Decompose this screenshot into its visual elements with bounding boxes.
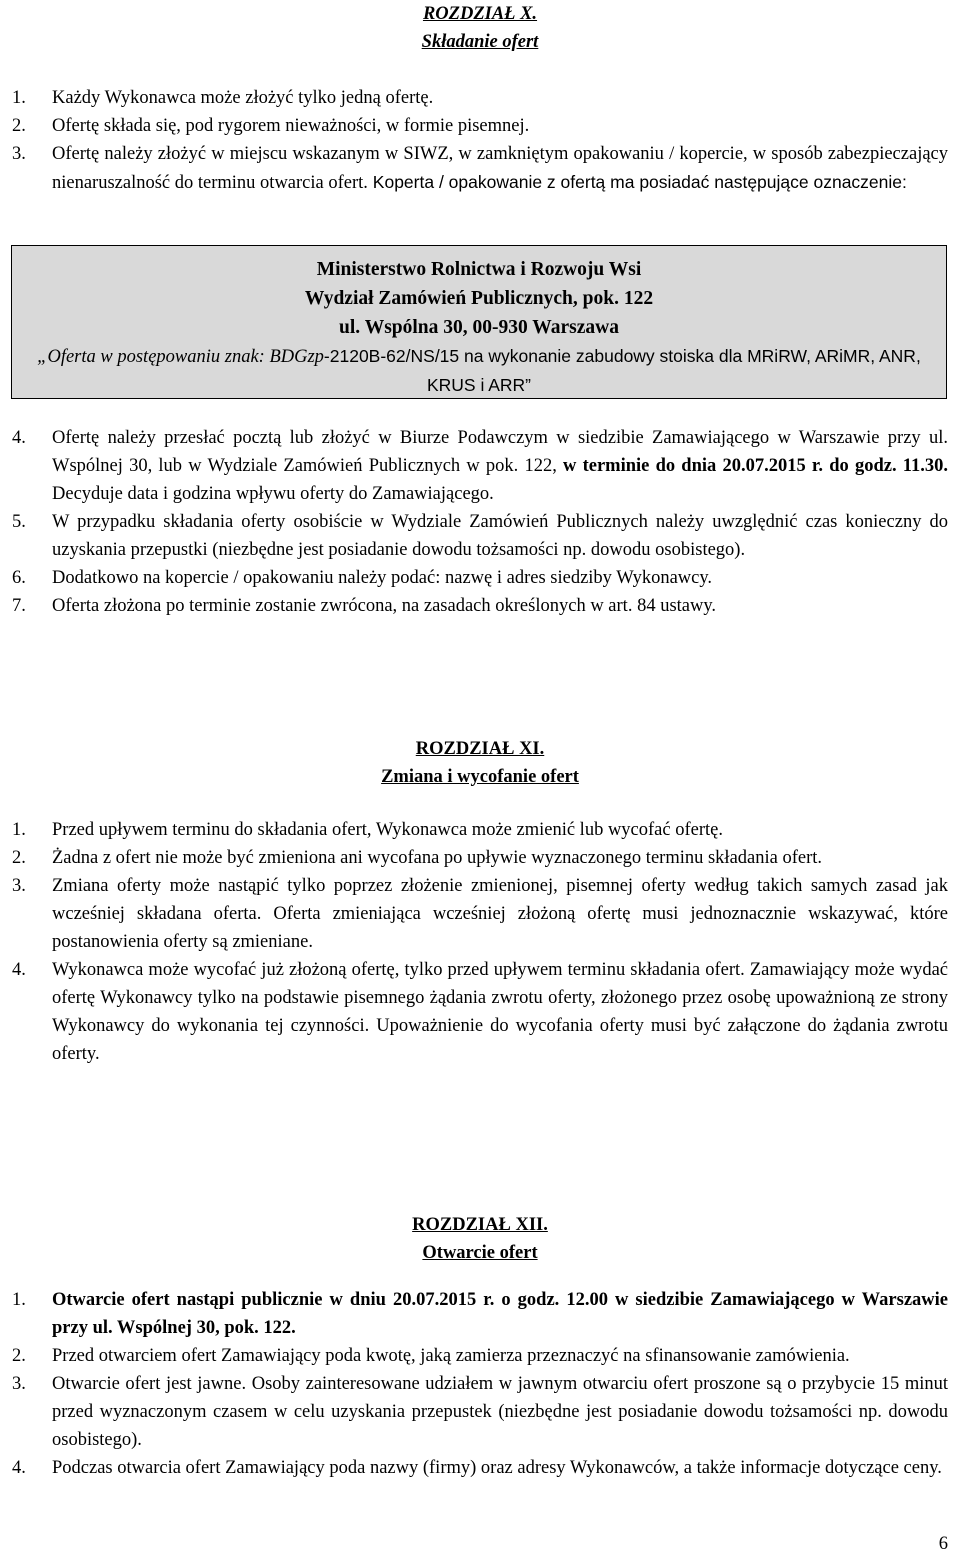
- section-11: [0, 735, 960, 791]
- section-12-list: [0, 1286, 960, 1482]
- box-line-1: Ministerstwo Rolnictwa i Rozwoju Wsi: [316, 259, 642, 280]
- list-item: 1. Każdy Wykonawca może złożyć tylko jedną ofertę.: [12, 88, 434, 108]
- list-item: 6. Dodatkowo na kopercie / opakowaniu należy podać: nazwę i adres siedziby Wykonawcy.: [12, 568, 713, 588]
- section-11-title: ROZDZIAŁ XI.: [415, 739, 545, 759]
- list-item: 4. Podczas otwarcia ofert Zamawiający poda nazwy (firmy) oraz adresy Wykonawców, a także informacje dotyczące ceny.: [12, 1458, 942, 1478]
- page-number: 6: [938, 1534, 948, 1554]
- list-item: 2. Przed otwarciem ofert Zamawiający poda kwotę, jaką zamierza przeznaczyć na sfinansowanie zamówienia.: [12, 1346, 850, 1366]
- section-10-list-continued: [0, 424, 960, 620]
- envelope-label-box: [11, 245, 947, 399]
- section-11-subtitle: Zmiana i wycofanie ofert: [381, 767, 579, 787]
- list-item: 5. W przypadku składania oferty osobiście w Wydziale Zamówień Publicznych należy uwzględnić czas konieczny do uzyskania przepustki (niezbędne jest posiadanie dowodu tożsamości np. dowodu osobistego).: [12, 512, 948, 560]
- section-10-subtitle: Składanie ofert: [421, 32, 539, 52]
- list-item: 3. Ofertę należy złożyć w miejscu wskazanym w SIWZ, w zamkniętym opakowaniu / kopercie, w sposób zabezpieczający nienaruszalność do terminu otwarcia ofert. Koperta / opakowanie z ofertą ma posiadać następujące oznaczenie:: [12, 144, 948, 193]
- list-item: 3. Zmiana oferty może nastąpić tylko poprzez złożenie zmienionej, pisemnej oferty według takich samych zasad jak wcześniej składana oferta. Oferta zmieniająca wcześniej złożoną ofertę musi jednoznacznie wskazywać, które postanowienia oferty są zmieniane.: [12, 876, 948, 952]
- list-item: 7. Oferta złożona po terminie zostanie zwrócona, na zasadach określonych w art. 84 ustawy.: [12, 596, 717, 616]
- section-10-title: ROZDZIAŁ X.: [422, 4, 538, 24]
- list-item: 1. Przed upływem terminu do składania ofert, Wykonawca może zmienić lub wycofać ofertę.: [12, 820, 723, 840]
- list-item: 2. Żadna z ofert nie może być zmieniona ani wycofana po upływie wyznaczonego terminu składania ofert.: [12, 848, 823, 868]
- section-12-title: ROZDZIAŁ XII.: [412, 1215, 548, 1235]
- section-11-list: [0, 816, 960, 1068]
- box-line-3: ul. Wspólna 30, 00-930 Warszawa: [339, 317, 619, 338]
- section-12: [0, 1211, 960, 1267]
- box-description: „Oferta w postępowaniu znak: BDGzp-2120B-62/NS/15 na wykonanie zabudowy stoiska dla MRiRW, ARiMR, ANR, KRUS i ARR”: [37, 346, 921, 395]
- list-item: 3. Otwarcie ofert jest jawne. Osoby zainteresowane udziałem w jawnym otwarciu ofert proszone są o przybycie 15 minut przed wyznaczonym czasem w celu uzyskania przepustek (niezbędne jest posiadanie dowodu tożsamości np. dowodu osobistego).: [12, 1374, 948, 1450]
- list-item: 4. Ofertę należy przesłać pocztą lub złożyć w Biurze Podawczym w siedzibie Zamawiającego w Warszawie przy ul. Wspólnej 30, lub w Wydziale Zamówień Publicznych w pok. 122, w terminie do dnia 20.07.2015 r. do godz. 11.30. Decyduje data i godzina wpływu oferty do Zamawiającego.: [12, 428, 948, 504]
- section-10: [0, 0, 960, 56]
- box-line-2: Wydział Zamówień Publicznych, pok. 122: [304, 288, 654, 309]
- section-10-list: [0, 84, 960, 197]
- list-item: 2. Ofertę składa się, pod rygorem nieważności, w formie pisemnej.: [12, 116, 530, 136]
- section-12-subtitle: Otwarcie ofert: [422, 1243, 538, 1263]
- list-item: 4. Wykonawca może wycofać już złożoną ofertę, tylko przed upływem terminu składania ofert. Zamawiający może wydać ofertę Wykonawcy tylko na podstawie pisemnego żądania zwrotu oferty, złożonego przez osobę upoważnioną ze strony Wykonawcy do wykonania tej czynności. Upoważnienie do wycofania oferty musi być załączone do żądania zwrotu oferty.: [12, 960, 948, 1064]
- list-item: 1. Otwarcie ofert nastąpi publicznie w dniu 20.07.2015 r. o godz. 12.00 w siedzibie Zamawiającego w Warszawie przy ul. Wspólnej 30, pok. 122.: [12, 1290, 948, 1338]
